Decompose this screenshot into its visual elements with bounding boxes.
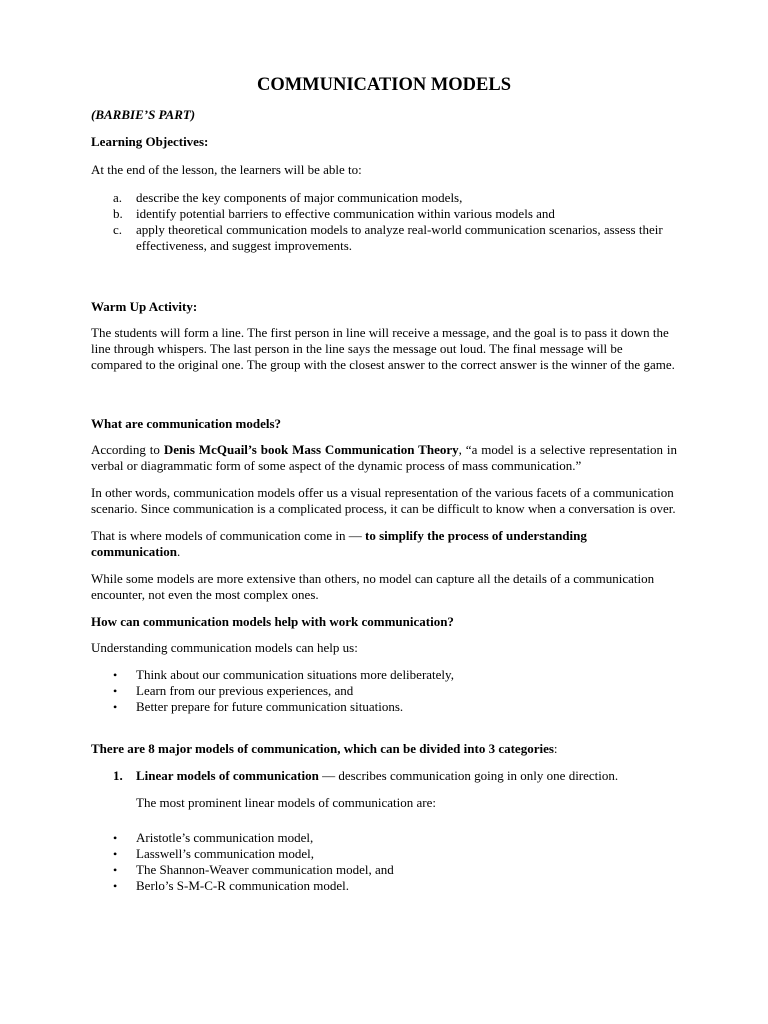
linear-models-item: 1. Linear models of communication — describes communication going in only one direction. bbox=[113, 768, 619, 783]
page-title: COMMUNICATION MODELS bbox=[256, 75, 512, 95]
list-item: • Lasswell’s communication model, bbox=[113, 846, 314, 861]
list-item: c. apply theoretical communication models to analyze real-world communication scenarios, assess their effectiveness, and suggest improvements. bbox=[113, 222, 663, 253]
list-item: • Berlo’s S-M-C-R communication model. bbox=[113, 878, 350, 893]
what-paragraph-1: According to Denis McQuail’s book Mass Communication Theory, “a model is a selective representation in verbal or diagrammatic form of some aspect of the dynamic process of mass communication.” bbox=[91, 442, 678, 473]
bullet-icon: • bbox=[113, 700, 118, 714]
objectives-heading: Learning Objectives: bbox=[91, 134, 209, 149]
list-item: • Learn from our previous experiences, and bbox=[113, 683, 354, 698]
part-label: (BARBIE’S PART) bbox=[91, 107, 196, 122]
list-item: • Better prepare for future communication situations. bbox=[113, 699, 404, 714]
what-paragraph-4: While some models are more extensive than others, no model can capture all the details of a communication encounter, not even the most complex ones. bbox=[91, 571, 655, 602]
list-item: • Think about our communication situations more deliberately, bbox=[113, 667, 454, 682]
categories-heading: There are 8 major models of communication, which can be divided into 3 categories: bbox=[91, 741, 558, 756]
bullet-icon: • bbox=[113, 879, 118, 893]
document-content bbox=[91, 74, 677, 894]
what-paragraph-3: That is where models of communication come in — to simplify the process of understanding communication. bbox=[91, 528, 587, 559]
warmup-text: The students will form a line. The first person in line will receive a message, and the goal is to pass it down the line through whispers. The last person in the line says the message out loud. The final message will be compared to the original one. The group with the closest answer to the correct answer is the winner of the game. bbox=[91, 325, 675, 372]
bullet-icon: • bbox=[113, 847, 118, 861]
how-bullet-list bbox=[91, 667, 677, 715]
linear-models-intro: The most prominent linear models of communication are: bbox=[136, 795, 437, 810]
what-heading: What are communication models? bbox=[91, 416, 282, 431]
objectives-list bbox=[91, 190, 677, 254]
objectives-intro: At the end of the lesson, the learners will be able to: bbox=[91, 162, 362, 177]
warmup-heading: Warm Up Activity: bbox=[91, 299, 198, 314]
bullet-icon: • bbox=[113, 684, 118, 698]
list-item: • The Shannon-Weaver communication model, and bbox=[113, 862, 394, 877]
how-intro: Understanding communication models can help us: bbox=[91, 640, 358, 655]
list-item: b. identify potential barriers to effective communication within various models and bbox=[113, 206, 555, 221]
list-item: a. describe the key components of major communication models, bbox=[113, 190, 463, 205]
linear-models-list bbox=[91, 830, 677, 894]
bullet-icon: • bbox=[113, 668, 118, 682]
bullet-icon: • bbox=[113, 863, 118, 877]
bullet-icon: • bbox=[113, 831, 118, 845]
what-paragraph-2: In other words, communication models offer us a visual representation of the various facets of a communication scenario. Since communication is a complicated process, it can be difficult to know when a conversation is over. bbox=[91, 485, 676, 516]
list-item: • Aristotle’s communication model, bbox=[113, 830, 314, 845]
how-heading: How can communication models help with work communication? bbox=[91, 614, 454, 629]
